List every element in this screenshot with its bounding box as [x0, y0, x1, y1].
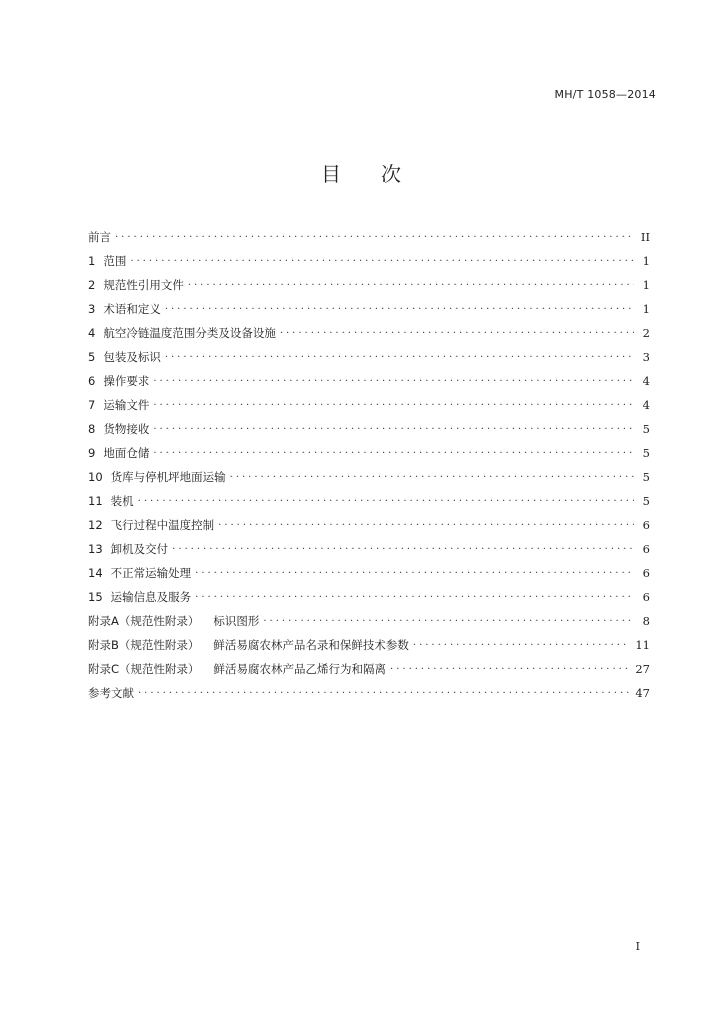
toc-entry-sublabel: 鲜活易腐农林产品名录和保鲜技术参数 — [213, 638, 409, 652]
toc-entry-number: 15 — [88, 590, 103, 604]
title-char-1: 目 — [321, 162, 343, 186]
toc-entry-number: 10 — [88, 470, 103, 484]
toc-entry-label: 操作要求 — [103, 374, 150, 388]
toc-entry[interactable] — [88, 460, 650, 484]
toc-entry-label: 地面仓储 — [103, 446, 150, 460]
toc-entry-label: 附录B（规范性附录） — [88, 638, 200, 652]
toc-entry-label: 装机 — [110, 494, 134, 508]
toc-entry-page: 1 — [642, 254, 650, 268]
toc-dot-leader — [138, 492, 634, 506]
toc-entry-number: 9 — [88, 446, 96, 460]
toc-entry[interactable] — [88, 340, 650, 364]
toc-entry[interactable] — [88, 508, 650, 532]
toc-entry-page: II — [640, 230, 650, 244]
toc-entry-label: 规范性引用文件 — [103, 278, 184, 292]
toc-dot-leader — [195, 564, 634, 578]
toc-entry[interactable] — [88, 268, 650, 292]
toc-entry-page: 6 — [642, 590, 650, 604]
toc-entry[interactable] — [88, 388, 650, 412]
toc-entry-number: 12 — [88, 518, 103, 532]
toc-entry[interactable] — [88, 628, 650, 652]
toc-entry[interactable] — [88, 292, 650, 316]
toc-entry-label: 运输文件 — [103, 398, 150, 412]
toc-entry-page: 4 — [642, 374, 650, 388]
toc-entry-page: 5 — [642, 494, 650, 508]
toc-entry-label: 术语和定义 — [103, 302, 161, 316]
toc-entry[interactable] — [88, 316, 650, 340]
toc-entry-page: 6 — [642, 542, 650, 556]
toc-dot-leader — [263, 612, 634, 626]
toc-entry-number: 11 — [88, 494, 103, 508]
toc-entry-page: 6 — [642, 566, 650, 580]
toc-entry-label: 前言 — [88, 230, 111, 244]
toc-entry-number: 7 — [88, 398, 96, 412]
toc-dot-leader — [153, 420, 634, 434]
toc-entry-label: 不正常运输处理 — [110, 566, 192, 580]
toc-dot-leader — [188, 276, 634, 290]
toc-entry-page: 5 — [642, 446, 650, 460]
toc-dot-leader — [165, 348, 634, 362]
toc-dot-leader — [390, 660, 629, 674]
toc-entry[interactable] — [88, 412, 650, 436]
toc-entry-sublabel: 鲜活易腐农林产品乙烯行为和隔离 — [213, 662, 387, 676]
toc-dot-leader — [280, 324, 634, 338]
toc-entry-label: 飞行过程中温度控制 — [110, 518, 215, 532]
toc-entry-page: 2 — [642, 326, 650, 340]
toc-entry-page: 3 — [642, 350, 650, 364]
toc-dot-leader — [153, 444, 634, 458]
toc-entry-number: 6 — [88, 374, 96, 388]
toc-entry-label: 卸机及交付 — [110, 542, 169, 556]
toc-entry[interactable] — [88, 244, 650, 268]
toc-dot-leader — [230, 468, 634, 482]
toc-dot-leader — [218, 516, 634, 530]
toc-entry-label: 运输信息及服务 — [110, 590, 192, 604]
toc-entry-label: 附录C（规范性附录） — [88, 662, 200, 676]
page-title — [0, 158, 724, 187]
toc-dot-leader — [115, 228, 634, 242]
toc-entry-number: 14 — [88, 566, 103, 580]
toc-dot-leader — [153, 372, 634, 386]
toc-entry-label: 航空冷链温度范围分类及设备设施 — [103, 326, 276, 340]
toc-entry-number: 5 — [88, 350, 96, 364]
standard-code: MH/T 1058—2014 — [554, 88, 656, 101]
toc-entry-label: 货库与停机坪地面运输 — [110, 470, 226, 484]
toc-dot-leader — [138, 684, 629, 698]
table-of-contents — [88, 220, 650, 700]
toc-entry-number: 1 — [88, 254, 96, 268]
toc-dot-leader — [165, 300, 634, 314]
toc-entry[interactable] — [88, 364, 650, 388]
toc-entry-page: 47 — [635, 686, 650, 700]
toc-entry-label: 范围 — [103, 254, 127, 268]
toc-entry-number: 2 — [88, 278, 96, 292]
toc-entry-number: 3 — [88, 302, 96, 316]
toc-entry-label: 附录A（规范性附录） — [88, 614, 200, 628]
toc-entry-page: 27 — [635, 662, 650, 676]
toc-entry[interactable] — [88, 556, 650, 580]
toc-entry[interactable] — [88, 676, 650, 700]
toc-entry-page: 1 — [642, 302, 650, 316]
toc-entry[interactable] — [88, 652, 650, 676]
toc-entry-number: 4 — [88, 326, 96, 340]
toc-dot-leader — [195, 588, 634, 602]
toc-dot-leader — [172, 540, 634, 554]
toc-entry-page: 5 — [642, 422, 650, 436]
toc-entry-page: 5 — [642, 470, 650, 484]
toc-entry[interactable] — [88, 580, 650, 604]
toc-dot-leader — [153, 396, 634, 410]
toc-entry-sublabel: 标识图形 — [213, 614, 260, 628]
toc-entry[interactable] — [88, 220, 650, 244]
toc-entry[interactable] — [88, 436, 650, 460]
toc-dot-leader — [130, 252, 634, 266]
title-char-2: 次 — [381, 162, 403, 186]
toc-entry-label: 参考文献 — [88, 686, 134, 700]
toc-dot-leader — [413, 636, 629, 650]
toc-entry[interactable] — [88, 532, 650, 556]
toc-entry-page: 1 — [642, 278, 650, 292]
toc-entry-label: 包装及标识 — [103, 350, 161, 364]
toc-entry-number: 13 — [88, 542, 103, 556]
toc-entry-number: 8 — [88, 422, 96, 436]
toc-entry[interactable] — [88, 484, 650, 508]
toc-entry-page: 6 — [642, 518, 650, 532]
toc-entry-page: 4 — [642, 398, 650, 412]
page-number: I — [635, 940, 640, 953]
toc-entry[interactable] — [88, 604, 650, 628]
toc-entry-page: 8 — [642, 614, 650, 628]
toc-entry-label: 货物接收 — [103, 422, 150, 436]
toc-entry-page: 11 — [635, 638, 650, 652]
